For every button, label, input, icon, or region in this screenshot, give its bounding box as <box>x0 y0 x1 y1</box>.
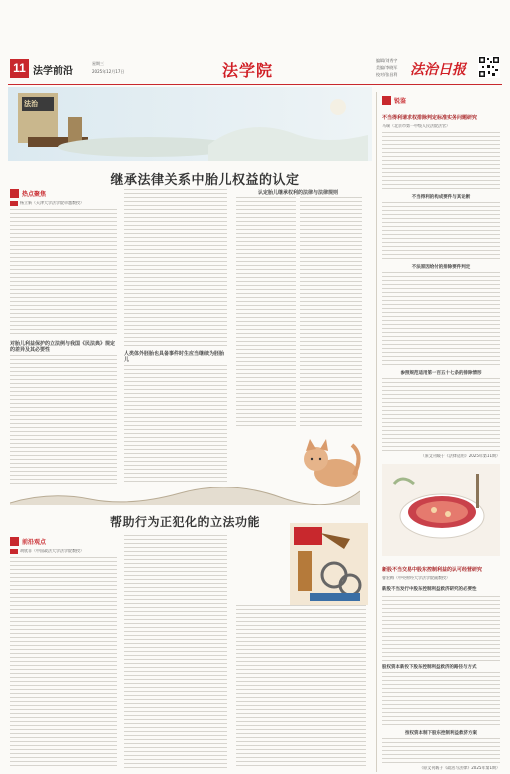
sidebar-subhead-f: 按权资本制下股东控制利益救济方案 <box>405 731 477 736</box>
body-column-1 <box>10 557 117 769</box>
sidebar-subhead-a: 不当得利的构成要件与其论断 <box>411 195 471 200</box>
food-plate-illustration <box>382 464 500 556</box>
body-column-3a <box>236 605 366 769</box>
sidebar-title-1: 不当得利请求权排除判定标准实务问题研究 <box>382 115 478 121</box>
body-column-3b <box>300 197 362 427</box>
designer-credit: 美编/李晓军 <box>376 65 398 70</box>
sidebar-subhead-e: 股权资本新投下股东控制利益救济的路径与方式 <box>382 665 477 670</box>
body-column-2b <box>124 365 227 485</box>
sidebar-source-1: （原文刊载于《法律适用》2025年第11期） <box>420 454 500 458</box>
sidebar-title-2: 新股不当交易中股东控制利益的认可经营研究 <box>382 567 483 573</box>
article-title: 帮助行为正犯化的立法功能 <box>109 515 260 529</box>
subhead-2: 人类体外胚胎也具备事件时生应当继续为胚胎儿 <box>124 351 225 363</box>
page-header <box>8 56 502 82</box>
sidebar-divider <box>376 92 377 772</box>
article-inheritance <box>0 85 372 505</box>
sidebar-body-2c <box>382 738 500 764</box>
body-column-3a <box>236 197 296 427</box>
newspaper-name: 法治日报 <box>410 62 466 78</box>
article-tag: 热点聚焦 <box>22 191 47 198</box>
sidebar <box>378 92 502 774</box>
sidebar-author-2: 曹宏梅（中央财经大学法学院副教授） <box>382 576 450 580</box>
date: 2025年12月17日 <box>92 69 125 74</box>
cat-illustration <box>296 431 366 491</box>
author: 杨立新（天津大学法学院卓越教授） <box>20 201 84 205</box>
author-line <box>10 201 18 206</box>
qr-code-icon <box>478 56 500 78</box>
article-title: 继承法律关系中胎儿权益的认定 <box>110 173 300 188</box>
sidebar-author-1: 马瑞（北京市第一中级人民法院法官） <box>382 124 450 128</box>
sidebar-subhead-c: 参照规范适用第一百五十七条的排除情形 <box>400 371 482 376</box>
tag-badge <box>10 537 19 546</box>
article-aiding <box>0 505 372 774</box>
sidebar-subhead-d: 新股不当发行中股东控制利益救济研究的必要性 <box>382 587 477 592</box>
page-number: 11 <box>13 61 26 75</box>
weekday: 星期三 <box>92 61 104 66</box>
author: 胡欣菲（中国政法大学法学院教授） <box>20 549 84 553</box>
handcuff-illustration <box>290 523 368 605</box>
tag-badge <box>10 189 19 198</box>
sidebar-body-2a <box>382 596 500 662</box>
great-wall-illustration <box>10 487 360 505</box>
section-name: 法学前沿 <box>33 66 73 77</box>
author-line <box>10 549 18 554</box>
sidebar-body-1b <box>382 202 500 262</box>
body-column-2 <box>124 535 227 769</box>
subhead-3: 认定胎儿继承权利的法律与法律规则 <box>257 190 338 196</box>
sidebar-tag-badge <box>382 96 391 105</box>
sidebar-body-1d <box>382 378 500 452</box>
body-column-1a <box>10 209 117 337</box>
subhead-1: 对胎儿利益保护的立法例与我国《民法典》规定的差异及其必要性 <box>10 341 116 353</box>
sidebar-body-2b <box>382 672 500 728</box>
body-column-2a <box>124 189 227 349</box>
sidebar-body-1c <box>382 272 500 368</box>
column-title: 法学院 <box>222 61 274 80</box>
sidebar-body-1a <box>382 132 500 192</box>
editor-credit: 编辑/刘秀宇 <box>376 58 398 63</box>
proofreader-credit: 校对/张昌利 <box>376 72 398 77</box>
sidebar-tag: 锐鉴 <box>394 98 407 105</box>
article-tag: 前沿观点 <box>22 539 47 546</box>
sidebar-source-2: （原文刊载于《政治与法律》2025年第1期） <box>419 766 500 770</box>
banner-book-label: 法治 <box>24 100 38 108</box>
body-column-1b <box>10 355 117 485</box>
banner-illustration <box>8 87 372 161</box>
sidebar-subhead-b: 不法原因给付的排除要件判定 <box>411 265 471 270</box>
